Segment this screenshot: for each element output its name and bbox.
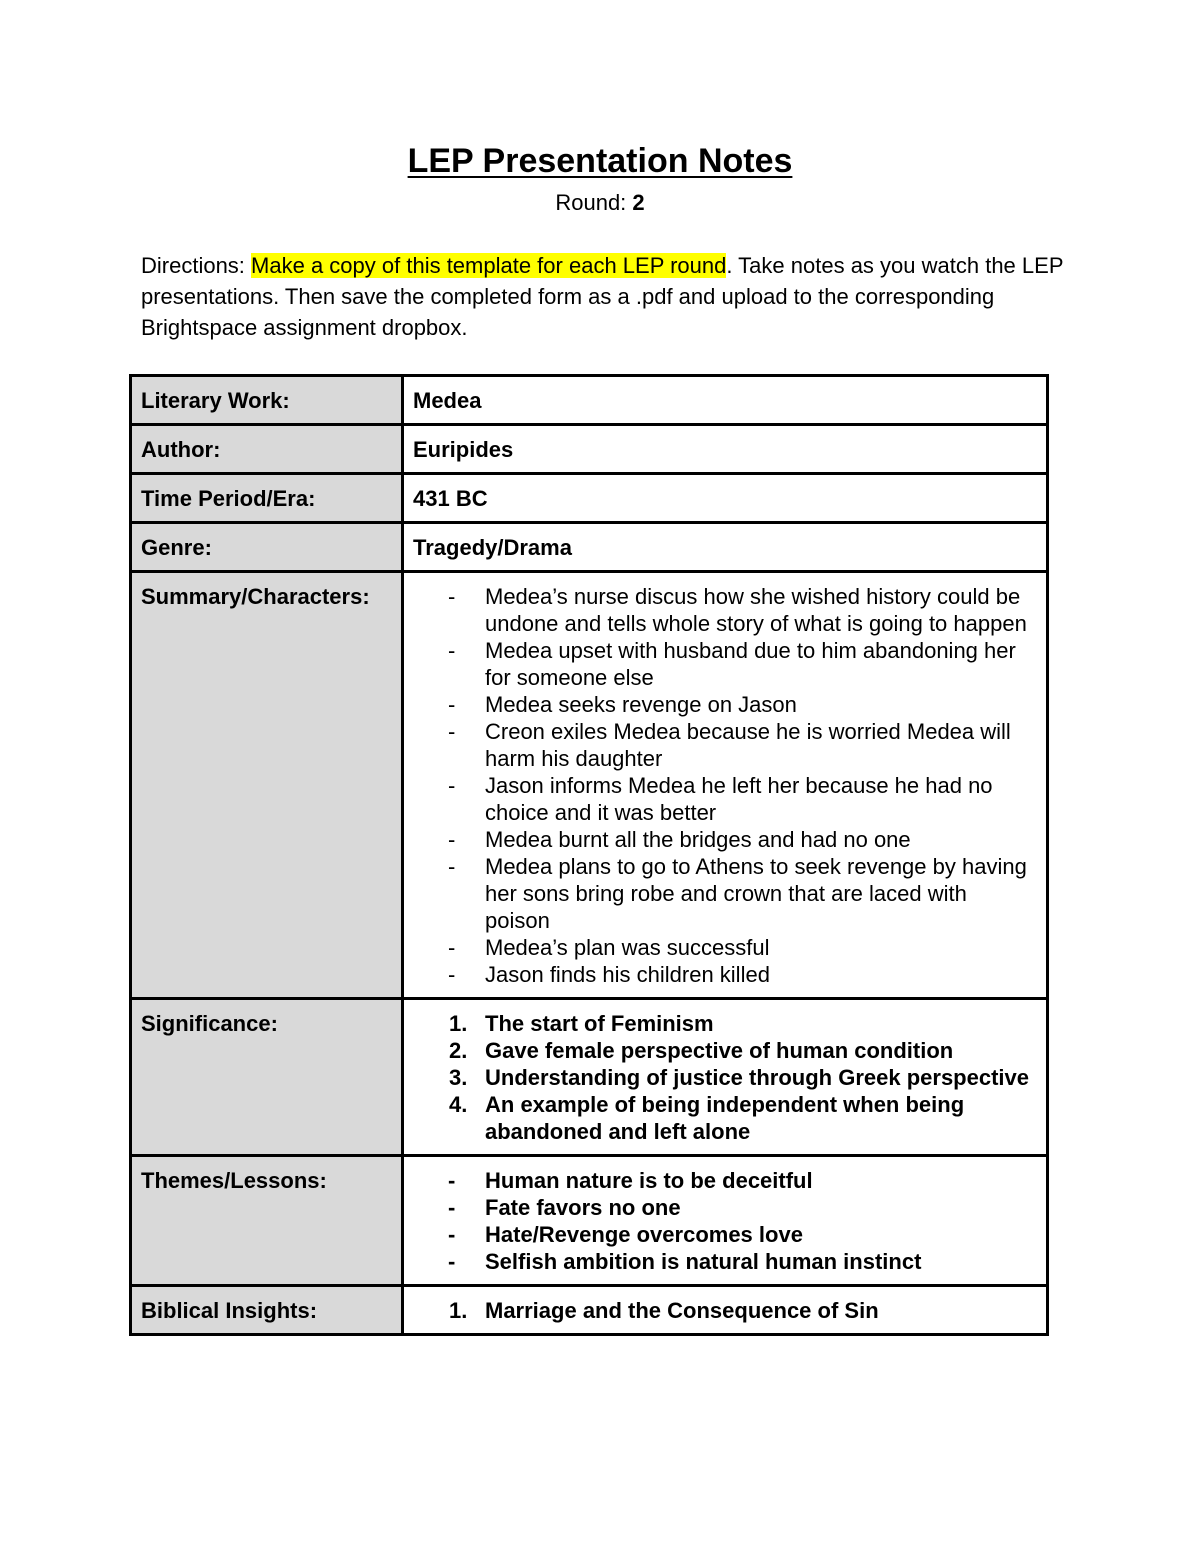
notes-table xyxy=(129,374,1049,1336)
directions-highlight: Make a copy of this template for each LEP round xyxy=(251,253,727,278)
dash-marker: - xyxy=(448,854,456,879)
summary-label: Summary/Characters: xyxy=(131,572,403,999)
summary-item-text: Creon exiles Medea because he is worried Medea will harm his daughter xyxy=(485,719,1011,771)
dash-marker: - xyxy=(448,638,456,663)
themes-item-text: Fate favors no one xyxy=(485,1195,681,1220)
list-item xyxy=(413,772,1037,826)
dash-marker: - xyxy=(448,773,456,798)
dash-marker: - xyxy=(448,1249,456,1274)
directions-suffix: . Take notes as you watch the LEP presentations. Then save the completed form as a .pdf and upload to the corresponding Brightspace assignment dropbox. xyxy=(141,253,1064,340)
genre-label: Genre: xyxy=(131,523,403,572)
significance-item-text: Understanding of justice through Greek perspective xyxy=(485,1065,1029,1090)
time-period-label: Time Period/Era: xyxy=(131,474,403,523)
summary-item-text: Medea upset with husband due to him abandoning her for someone else xyxy=(485,638,1016,690)
list-item xyxy=(413,1194,1037,1221)
list-item xyxy=(413,1037,1037,1064)
list-item xyxy=(413,637,1037,691)
genre-value[interactable]: Tragedy/Drama xyxy=(403,523,1048,572)
round-line xyxy=(0,188,1200,218)
round-value: 2 xyxy=(632,190,645,215)
list-item xyxy=(413,1221,1037,1248)
themes-item-text: Human nature is to be deceitful xyxy=(485,1168,813,1193)
themes-label: Themes/Lessons: xyxy=(131,1156,403,1286)
themes-item-text: Selfish ambition is natural human instinct xyxy=(485,1249,922,1274)
row-literary-work xyxy=(131,376,1048,425)
themes-list xyxy=(413,1167,1037,1275)
list-item xyxy=(413,934,1037,961)
row-themes xyxy=(131,1156,1048,1286)
row-summary xyxy=(131,572,1048,999)
dash-marker: - xyxy=(448,962,456,987)
list-item xyxy=(413,1297,1037,1324)
list-item xyxy=(413,961,1037,988)
dash-marker: - xyxy=(448,1168,456,1193)
directions-paragraph xyxy=(141,250,1071,343)
themes-cell[interactable] xyxy=(403,1156,1048,1286)
themes-item-text: Hate/Revenge overcomes love xyxy=(485,1222,803,1247)
list-item xyxy=(413,718,1037,772)
summary-item-text: Medea’s plan was successful xyxy=(485,935,770,960)
significance-list xyxy=(413,1010,1037,1145)
list-item xyxy=(413,691,1037,718)
dash-marker: - xyxy=(448,935,456,960)
biblical-label: Biblical Insights: xyxy=(131,1286,403,1335)
list-item xyxy=(413,853,1037,934)
significance-item-text: An example of being independent when being abandoned and left alone xyxy=(485,1092,965,1144)
summary-item-text: Medea’s nurse discus how she wished history could be undone and tells whole story of what is going to happen xyxy=(485,584,1027,636)
dash-marker: - xyxy=(448,1222,456,1247)
list-item xyxy=(413,1010,1037,1037)
biblical-list xyxy=(413,1297,1037,1324)
number-marker: 1. xyxy=(449,1011,468,1036)
row-genre xyxy=(131,523,1048,572)
significance-item-text: The start of Feminism xyxy=(485,1011,714,1036)
significance-label: Significance: xyxy=(131,999,403,1156)
row-significance xyxy=(131,999,1048,1156)
summary-cell[interactable] xyxy=(403,572,1048,999)
time-period-value[interactable]: 431 BC xyxy=(403,474,1048,523)
list-item xyxy=(413,1167,1037,1194)
dash-marker: - xyxy=(448,827,456,852)
summary-item-text: Medea burnt all the bridges and had no one xyxy=(485,827,911,852)
dash-marker: - xyxy=(448,692,456,717)
biblical-cell[interactable] xyxy=(403,1286,1048,1335)
summary-item-text: Jason informs Medea he left her because he had no choice and it was better xyxy=(485,773,993,825)
dash-marker: - xyxy=(448,1195,456,1220)
number-marker: 4. xyxy=(449,1092,468,1117)
row-time-period xyxy=(131,474,1048,523)
row-biblical xyxy=(131,1286,1048,1335)
summary-item-text: Medea seeks revenge on Jason xyxy=(485,692,797,717)
list-item xyxy=(413,826,1037,853)
row-author xyxy=(131,425,1048,474)
literary-work-label: Literary Work: xyxy=(131,376,403,425)
literary-work-value[interactable]: Medea xyxy=(403,376,1048,425)
dash-marker: - xyxy=(448,584,456,609)
round-label: Round: xyxy=(555,190,633,215)
number-marker: 2. xyxy=(449,1038,468,1063)
list-item xyxy=(413,1248,1037,1275)
list-item xyxy=(413,583,1037,637)
number-marker: 1. xyxy=(449,1298,468,1323)
number-marker: 3. xyxy=(449,1065,468,1090)
list-item xyxy=(413,1091,1037,1145)
author-value[interactable]: Euripides xyxy=(403,425,1048,474)
dash-marker: - xyxy=(448,719,456,744)
significance-cell[interactable] xyxy=(403,999,1048,1156)
author-label: Author: xyxy=(131,425,403,474)
summary-list xyxy=(413,583,1037,988)
summary-item-text: Jason finds his children killed xyxy=(485,962,770,987)
summary-item-text: Medea plans to go to Athens to seek revenge by having her sons bring robe and crown that are laced with poison xyxy=(485,854,1027,933)
page-title: LEP Presentation Notes xyxy=(407,142,793,180)
directions-prefix: Directions: xyxy=(141,253,252,278)
list-item xyxy=(413,1064,1037,1091)
biblical-item-text: Marriage and the Consequence of Sin xyxy=(485,1298,879,1323)
significance-item-text: Gave female perspective of human condition xyxy=(485,1038,954,1063)
